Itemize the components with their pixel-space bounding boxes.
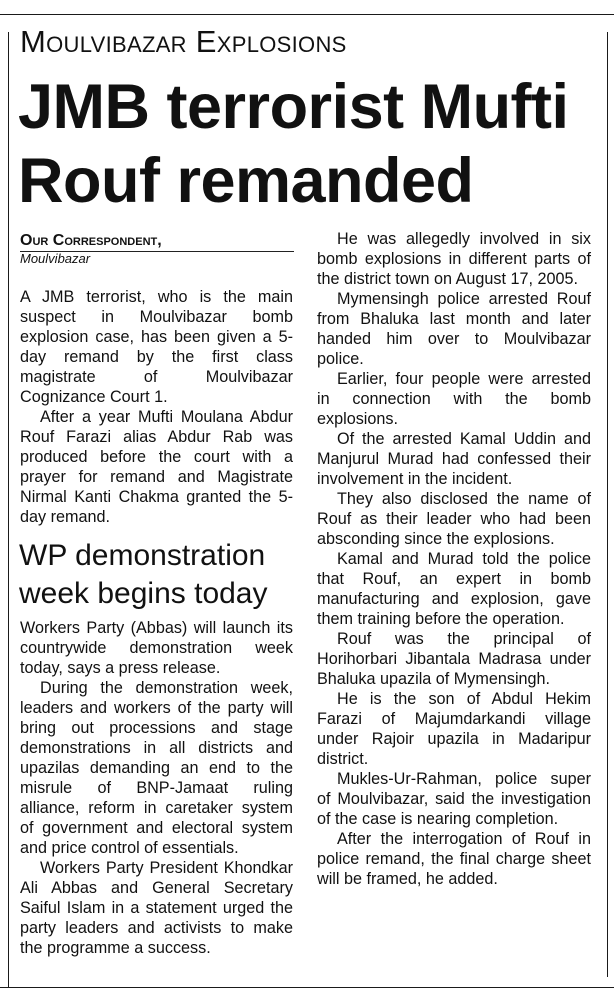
body-paragraph: They also disclosed the name of Rouf as their leader who had been absconding since the explosions. [317, 490, 591, 548]
body-paragraph: Mymensingh police arrested Rouf from Bhaluka last month and later handed him over to Moulvibazar police. [317, 290, 591, 368]
bottom-border-rule [0, 987, 614, 988]
body-paragraph: He is the son of Abdul Hekim Farazi of Majumdarkandi village under Rajoir upazila in Madaripur district. [317, 690, 591, 768]
byline-name: Our Correspondent, [20, 232, 162, 249]
byline-place: Moulvibazar [20, 251, 91, 266]
second-article-headline: WP demonstration week begins today [19, 539, 268, 610]
body-paragraph: Kamal and Murad told the police that Rouf, an expert in bomb manufacturing and explosion, gave them training before the operation. [317, 550, 591, 628]
body-paragraph: He was allegedly involved in six bomb explosions in different parts of the district town on August 17, 2005. [317, 230, 591, 288]
body-paragraph: Rouf was the principal of Horihorbari Jibantala Madrasa under Bhaluka upazila of Mymensingh. [317, 630, 591, 688]
article-headline: JMB terrorist Mufti Rouf remanded [18, 72, 569, 216]
body-paragraph: Workers Party (Abbas) will launch its countrywide demonstration week today, says a press release. [20, 619, 293, 677]
second-article-body [20, 618, 293, 958]
body-paragraph: Of the arrested Kamal Uddin and Manjurul Murad had confessed their involvement in the incident. [317, 430, 591, 488]
article-kicker: Moulvibazar Explosions [20, 24, 347, 59]
body-paragraph: After the interrogation of Rouf in police remand, the final charge sheet will be framed, he added. [317, 830, 591, 888]
article-body-right [317, 229, 591, 889]
body-paragraph: Workers Party President Khondkar Ali Abbas and General Secretary Saiful Islam in a statement urged the party leaders and activists to make the programme a success. [20, 859, 293, 957]
body-paragraph: During the demonstration week, leaders and workers of the party will bring out processions and stage demonstrations in all districts and upazilas demanding an end to the misrule of BNP-Jamaat ruling alliance, reform in caretaker system of government and electoral system and price control of essentials. [20, 679, 293, 857]
body-paragraph: After a year Mufti Moulana Abdur Rouf Farazi alias Abdur Rab was produced before the court with a prayer for remand and Magistrate Nirmal Kanti Chakma granted the 5-day remand. [20, 408, 293, 526]
left-column-rule [8, 32, 9, 987]
article-body-left [20, 287, 293, 527]
body-paragraph: A JMB terrorist, who is the main suspect in Moulvibazar bomb explosion case, has been given a 5-day remand by the first class magistrate of Moulvibazar Cognizance Court 1. [20, 288, 293, 406]
body-paragraph: Earlier, four people were arrested in connection with the bomb explosions. [317, 370, 591, 428]
top-border-rule [0, 14, 614, 15]
byline [20, 232, 294, 266]
body-paragraph: Mukles-Ur-Rahman, police super of Moulvibazar, said the investigation of the case is nearing completion. [317, 770, 591, 828]
